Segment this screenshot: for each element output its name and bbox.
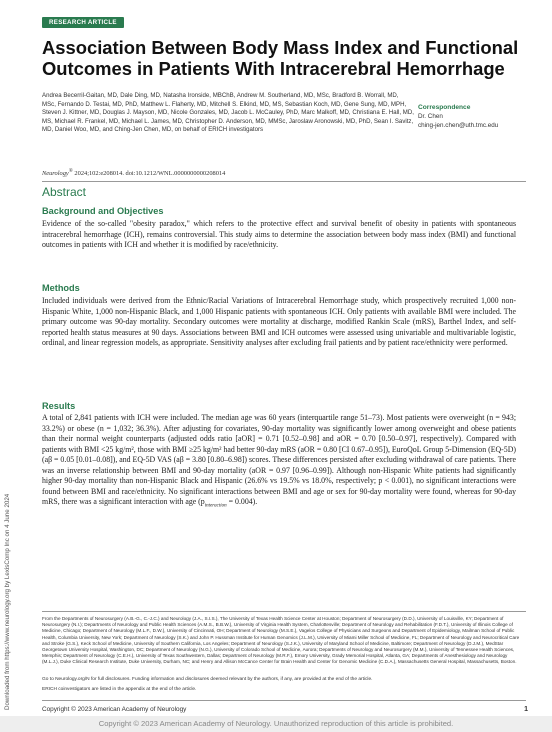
correspondence-heading: Correspondence — [418, 104, 471, 111]
results-heading: Results — [42, 401, 76, 411]
erich-note: ERICH coinvestigators are listed in the appendix at the end of the article. — [42, 687, 197, 692]
citation-line: Neurology® 2024;102:e208014. doi:10.1212/WNL.0000000000208014 — [42, 168, 226, 178]
download-watermark-text: Downloaded from https://www.neurology.org by LexisComp Inc on 4 June 2024 — [4, 493, 11, 710]
methods-body: Included individuals were derived from the Ethnic/Racial Variations of Intracerebral Hemorrhage study, which prospectively recruited 1,000 non-Hispanic White, 1,000 non-Hispanic Black, and 1,000 Hispanic patients with spontaneous ICH. Only patients with available BMI were included. The primary outcome was 90-day mortality. Secondary outcomes were mortality at discharge, modified Rankin Scale (mRS), Barthel Index, and self-reported health status measures at 90 days. Associations between BMI and ICH outcomes were assessed using univariable and multivariable logistic, ordinal, and linear regression models, as appropriate. Sensitivity analyses after excluding frail patients and by patient race/ethnicity were performed. — [42, 296, 516, 348]
divider-top — [42, 181, 526, 182]
affiliations-text: From the Departments of Neurosurgery (A.B.-G., C.-J.C.) and Neurology (J.A., S.I.S.), The University of Texas Health Science Center at Houston; Department of Neurosurgery (D.D.), University of Louisville, KY; Department of Neurosurgery (N.I.); Departments of Neurology and Public Health Sciences (A.M.S., B.B.W.), University of Virginia Health System, Charlottesville; Department of Neurology and Rehabilitation (F.D.T.), University of Illinois College of Medicine, Chicago; Department of Neurology (M.L.F., D.W.), University of Cincinnati, OH; Department of Neurology (M.S.E.), Vagelos College of Physicians and Surgeons and Department of Epidemiology, Mailman School of Public Health, Columbia University, New York; Department of Neurology (S.K.) and John P. Hussman Institute for Human Genomics (J.L.M.), University of Miami Miller School of Medicine, FL; Department of Neurology and Neurocritical Care and Stroke (G.S.), Keck School of Medicine, University of Southern California, Los Angeles; Department of Neurology (S.J.K.), University of Maryland School of Medicine, Baltimore; Department of Neurology (D.J.M.), MedStar Georgetown University Hospital, Washington, DC; Department of Neurology (N.G.), University of Colorado School of Medicine, Aurora; Departments of Neurology and Neurosurgery (M.M.), University of Tennessee Health Sciences, Memphis; Department of Neurology (C.E.H.), University of Texas Southwestern, Dallas; Department of Neurology (M.R.F.), Emory University, Grady Memorial Hospital, Atlanta, GA; Departments of Anesthesiology and Neurology (M.L.J.), Duke Clinical Research Institute, Duke University, Durham, NC; and Henry and Allison McCance Center for Brain Health and Center for Genomic Medicine (C.D.A.), Massachusetts General Hospital, Massachusetts, Boston. — [42, 616, 520, 665]
divider-footer — [42, 700, 526, 701]
correspondence-email[interactable]: ching-jen.chen@uth.tmc.edu — [418, 122, 499, 129]
results-text: A total of 2,841 patients with ICH were included. The median age was 60 years (interquartile range 51–73). Most patients were overweight (n = 943; 33.2%) or obese (n = 1,032; 36.3%). After adjusting for covariates, 90-day mortality was significantly lower among overweight and obese patients than their normal weight counterparts (adjusted odds ratio [aOR] = 0.71 [0.52–0.98] and aOR = 0.70 [0.50–0.97], respectively). Compared with patients with BMI <25 kg/m², those with BMI ≥25 kg/m² had better 90-day mRS (aOR = 0.80 [CI 0.67–0.95]), EuroQoL Group 5-Dimension (EQ-5D) (aβ = 0.05 [0.01–0.08]), and EQ-5D VAS (aβ = 3.80 [0.80–6.98]) scores. These differences persisted after excluding withdrawal of care patients. There was an inverse relationship between BMI and 90-day mortality (aOR = 0.97 [0.96–0.99]). Although non-Hispanic White patients had significantly higher 90-day mortality than non-Hispanic Black and Hispanic (26.6% vs 19.5% vs 18.0%, respectively; p < 0.001), no significant interactions were found between BMI and race/ethnicity. No significant interactions between BMI and age or sex for 90-day mortality were found, whereas for 90-day mRS, there was a significant interaction with age (p — [42, 413, 516, 507]
background-body: Evidence of the so-called "obesity paradox," which refers to the protective effect and survival benefit of obesity in patients with spontaneous intracerebral hemorrhage (ICH), remains controversial. This study aims to determine the association between body mass index (BMI) and functional outcomes in patients with ICH and whether it is modified by race/ethnicity. — [42, 219, 516, 250]
author-list: Andrea Becerril-Gaitan, MD, Dale Ding, MD, Natasha Ironside, MBChB, Andrew M. Southerland, MD, MSc, Bradford B. Worrall, MD, MSc, Fernando D. Testai, MD, PhD, Matthew L. Flaherty, MD, Mitchell S. Elkind, MD, MS, Sebastian Koch, MD, Gene Sung, MD, MPH, Steven J. Kittner, MD, Douglas J. Mayson, MD, Nicole Gonzales, MD, Jacob L. McCauley, PhD, Marc Malkoff, MD, Christiana E. Hall, MD, MS, Michael R. Frankel, MD, Michael L. James, MD, Christopher D. Anderson, MD, MMSc, Jaroslaw Aronowski, MD, PhD, Sean I. Savitz, MD, Daniel Woo, MD, and Ching-Jen Chen, MD, on behalf of ERICH investigators — [42, 92, 414, 134]
journal-name: Neurology — [42, 170, 69, 178]
methods-heading: Methods — [42, 283, 80, 293]
download-watermark — [4, 330, 18, 710]
abstract-heading: Abstract — [42, 185, 87, 199]
results-body — [42, 413, 516, 512]
correspondence-box — [418, 103, 528, 130]
article-type-badge: RESEARCH ARTICLE — [42, 17, 124, 28]
footer-copyright: Copyright © 2023 American Academy of Neurology — [42, 706, 187, 713]
citation-details: 2024;102:e208014. doi:10.1212/WNL.0000000000208014 — [74, 170, 226, 178]
correspondence-name: Dr. Chen — [418, 113, 443, 120]
funding-note: Go to Neurology.org/N for full disclosures. Funding information and disclosures deemed relevant by the authors, if any, are provided at the end of the article. — [42, 677, 373, 682]
copyright-band — [0, 716, 552, 732]
page-number: 1 — [524, 706, 528, 713]
copyright-band-text: Copyright © 2023 American Academy of Neurology. Unauthorized reproduction of this article is prohibited. — [98, 719, 454, 728]
background-heading: Background and Objectives — [42, 206, 164, 216]
article-title: Association Between Body Mass Index and Functional Outcomes in Patients With Intracerebral Hemorrhage — [42, 37, 519, 79]
results-subscript: interaction — [204, 503, 227, 509]
results-tail: = 0.004). — [226, 497, 258, 507]
divider-affiliations — [42, 611, 526, 612]
